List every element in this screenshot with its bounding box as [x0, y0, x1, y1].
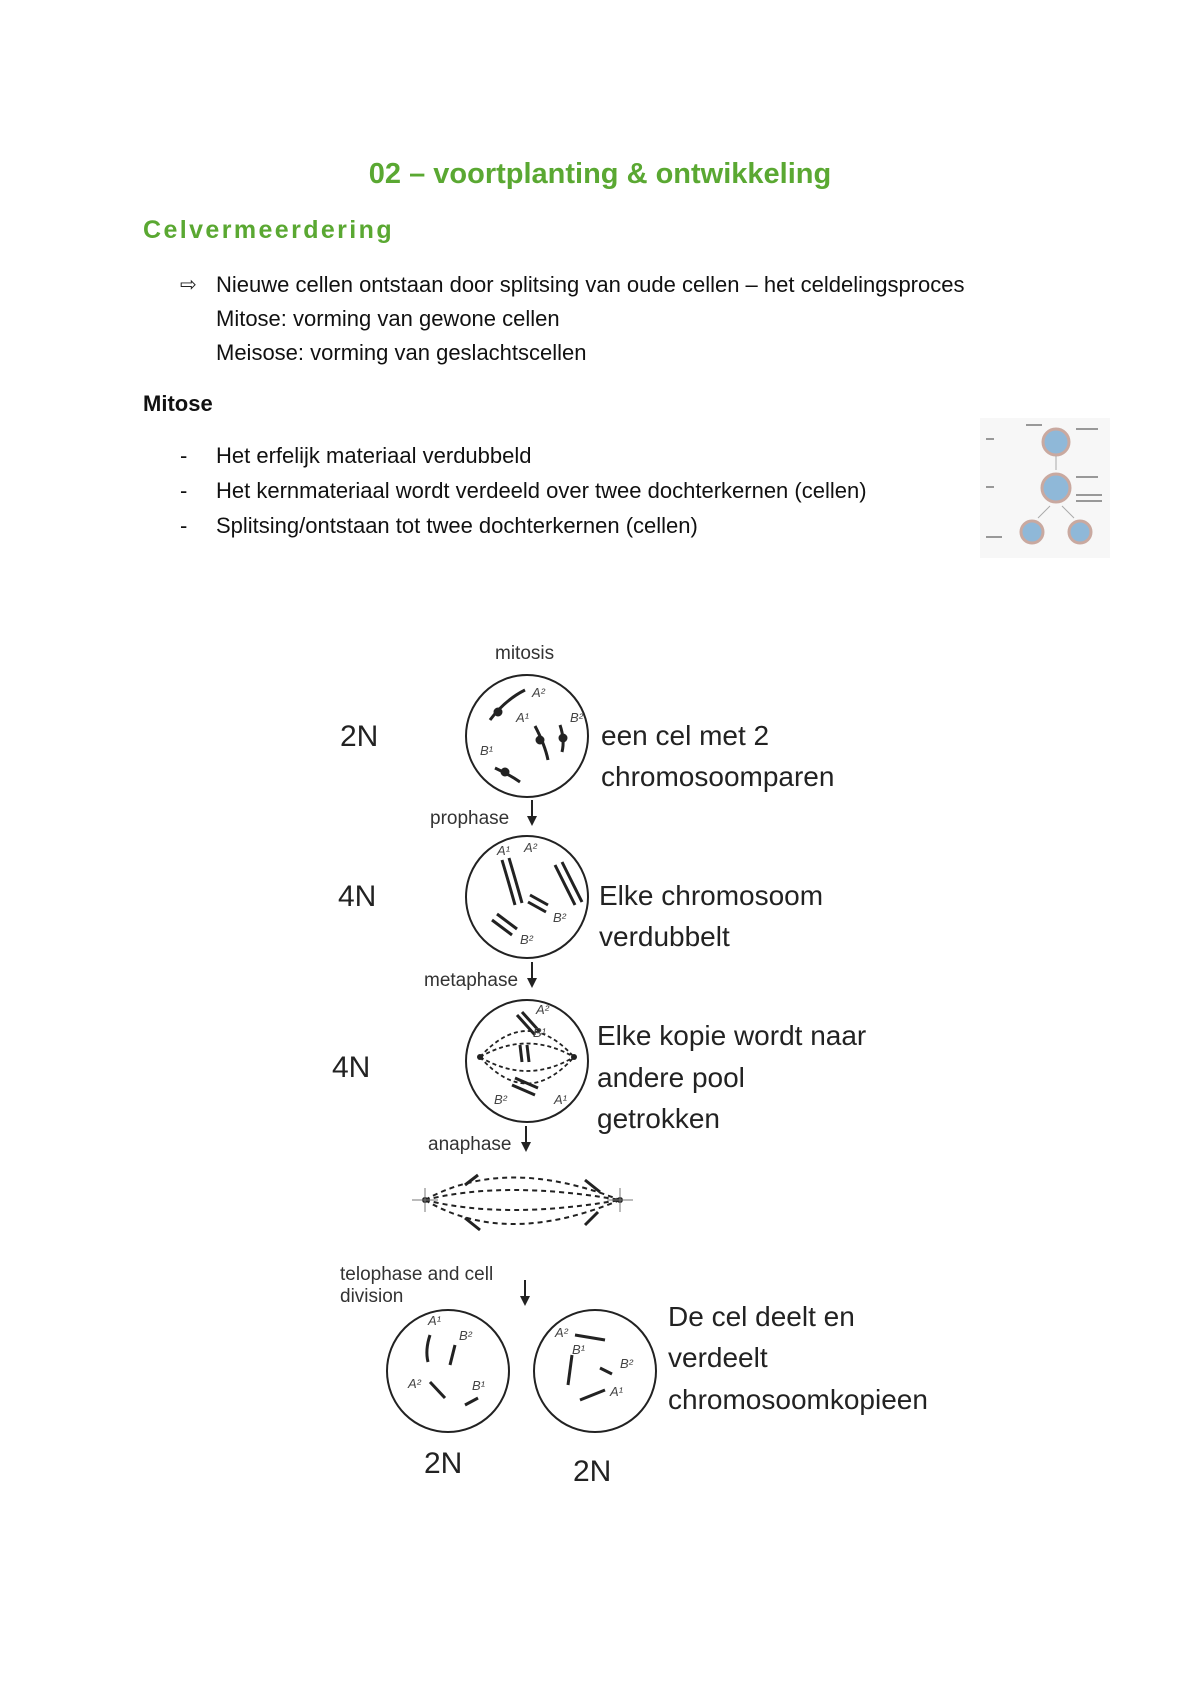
stage-label: telophase and cell [340, 1264, 494, 1285]
list-item: ⇨ Nieuwe cellen ontstaan door splitsing van oude cellen – het celdelingsproces [180, 268, 964, 302]
chromosomes [490, 690, 566, 782]
svg-text:A¹: A¹ [554, 1092, 567, 1107]
stage-label: prophase [430, 808, 510, 829]
daughter-cell-left [387, 1310, 509, 1432]
daughter-cell-right [534, 1310, 656, 1432]
svg-text:A²: A² [408, 1376, 421, 1391]
svg-text:Elke kopie wordt naar: Elke kopie wordt naar [597, 1020, 867, 1051]
page-title: 02 – voortplanting & ontwikkeling [368, 158, 832, 190]
svg-text:een cel met 2: een cel met 2 [601, 720, 770, 751]
svg-text:chromosoomkopieen: chromosoomkopieen [668, 1384, 928, 1415]
svg-text:B²: B² [620, 1356, 633, 1371]
svg-text:B²: B² [570, 710, 583, 725]
svg-text:B²: B² [553, 910, 566, 925]
svg-text:A¹: A¹ [610, 1384, 623, 1399]
svg-text:A¹: A¹ [516, 710, 529, 725]
list-item: Mitose: vorming van gewone cellen [216, 306, 560, 331]
svg-text:B¹: B¹ [533, 1025, 546, 1040]
ploidy-label: 2N [573, 1455, 612, 1488]
svg-text:De cel deelt en: De cel deelt en [668, 1301, 855, 1332]
svg-text:Elke chromosoom: Elke chromosoom [599, 880, 824, 911]
svg-text:verdeelt: verdeelt [668, 1342, 768, 1373]
svg-text:division: division [340, 1286, 404, 1307]
list-item: - Het kernmateriaal wordt verdeeld over twee dochterkernen (cellen) [180, 478, 867, 503]
section-heading: Celvermeerdering [143, 216, 394, 244]
svg-text:getrokken: getrokken [597, 1103, 720, 1134]
ploidy-label: 4N [332, 1051, 371, 1084]
arrow-icon: ⇨ [180, 274, 197, 296]
list-item: - Het erfelijk materiaal verdubbeld [180, 443, 532, 468]
cell-2n [466, 675, 588, 797]
svg-text:A¹: A¹ [428, 1313, 441, 1328]
svg-text:verdubbelt: verdubbelt [599, 921, 730, 952]
svg-text:B¹: B¹ [480, 743, 493, 758]
ploidy-label: 2N [340, 720, 379, 753]
ploidy-label: 2N [424, 1447, 463, 1480]
svg-text:A²: A² [536, 1002, 549, 1017]
svg-text:B²: B² [520, 932, 533, 947]
diagram-heading: mitosis [495, 643, 555, 664]
svg-text:B¹: B¹ [572, 1342, 585, 1357]
list-item: - Splitsing/ontstaan tot twee dochterkernen (cellen) [180, 513, 698, 538]
svg-text:B²: B² [494, 1092, 507, 1107]
svg-text:B¹: B¹ [472, 1378, 485, 1393]
stage-label: anaphase [428, 1134, 512, 1155]
subheading-mitose: Mitose [143, 391, 213, 416]
svg-text:B²: B² [459, 1328, 472, 1343]
ploidy-label: 4N [338, 880, 377, 913]
chromosome-labels [480, 685, 584, 758]
svg-text:A¹: A¹ [497, 843, 510, 858]
svg-text:A²: A² [532, 685, 545, 700]
svg-text:chromosoomparen: chromosoomparen [601, 761, 835, 792]
stage-label: metaphase [424, 970, 519, 991]
svg-text:A²: A² [524, 840, 537, 855]
svg-text:A²: A² [555, 1325, 568, 1340]
list-item: Meisose: vorming van geslachtscellen [216, 340, 587, 365]
svg-text:andere pool: andere pool [597, 1062, 745, 1093]
